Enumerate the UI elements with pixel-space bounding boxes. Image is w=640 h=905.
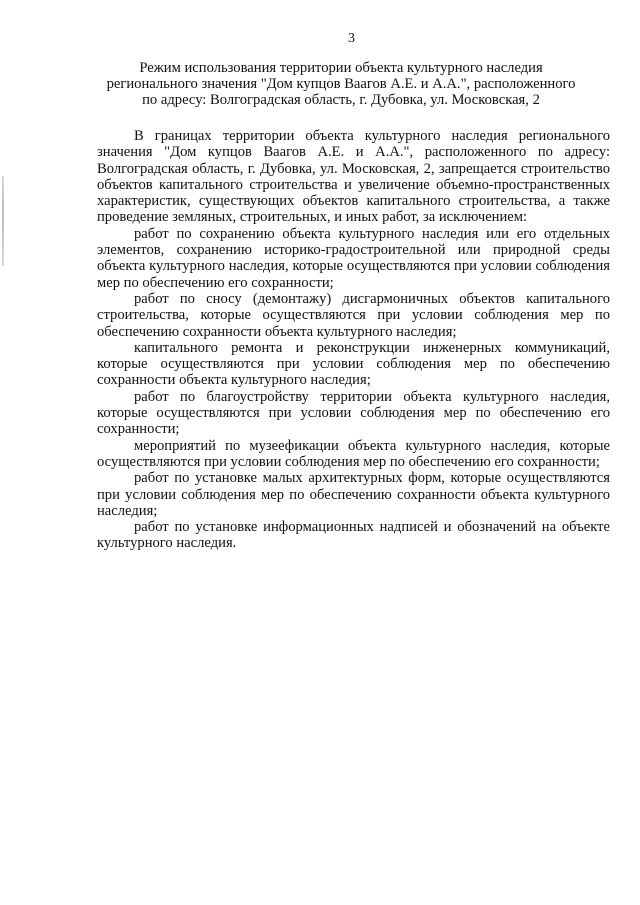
heading-line: регионального значения "Дом купцов Ваагов А.Е. и А.А.", расположенного — [106, 76, 576, 92]
intro-paragraph: В границах территории объекта культурного наследия регионального значения "Дом купцов Ваагов А.Е. и А.А.", расположенного по адресу: Волгоградская область, г. Дубовка, ул. Московская, 2, запрещается строительство объектов капитального строительства и увеличение объемно-пространственных характеристик, существующих объектов капитального строительства, а также проведение земляных, строительных, и иных работ, за исключением: — [97, 128, 610, 226]
page-number: 3 — [348, 31, 355, 46]
exception-item: работ по сохранению объекта культурного наследия или его отдельных элементов, сохранению историко-градостроительной или природной среды объекта культурного наследия, которые осуществляются при условии соблюдения мер по обеспечению его сохранности; — [97, 225, 610, 291]
exception-item: капитального ремонта и реконструкции инженерных коммуникаций, которые осуществляются при условии соблюдения мер по обеспечению сохранности объекта культурного наследия; — [97, 339, 610, 389]
scan-edge-mark — [2, 176, 4, 266]
document-heading — [96, 60, 586, 108]
exception-item: работ по установке информационных надписей и обозначений на объекте культурного наследия. — [97, 519, 610, 552]
exception-item: мероприятий по музеефикации объекта культурного наследия, которые осуществляются при условии соблюдения мер по обеспечению его сохранности; — [97, 437, 610, 470]
heading-line: Режим использования территории объекта культурного наследия — [139, 60, 543, 76]
heading-line: по адресу: Волгоградская область, г. Дубовка, ул. Московская, 2 — [142, 92, 540, 108]
exception-item: работ по благоустройству территории объекта культурного наследия, которые осуществляются при условии соблюдения мер по обеспечению его сохранности; — [97, 388, 610, 438]
exception-item: работ по установке малых архитектурных форм, которые осуществляются при условии соблюдения мер по обеспечению сохранности объекта культурного наследия; — [97, 470, 610, 519]
document-body — [97, 128, 610, 552]
exception-item: работ по сносу (демонтажу) дисгармоничных объектов капитального строительства, которые осуществляются при условии соблюдения мер по обеспечению сохранности объекта культурного наследия; — [97, 290, 610, 340]
